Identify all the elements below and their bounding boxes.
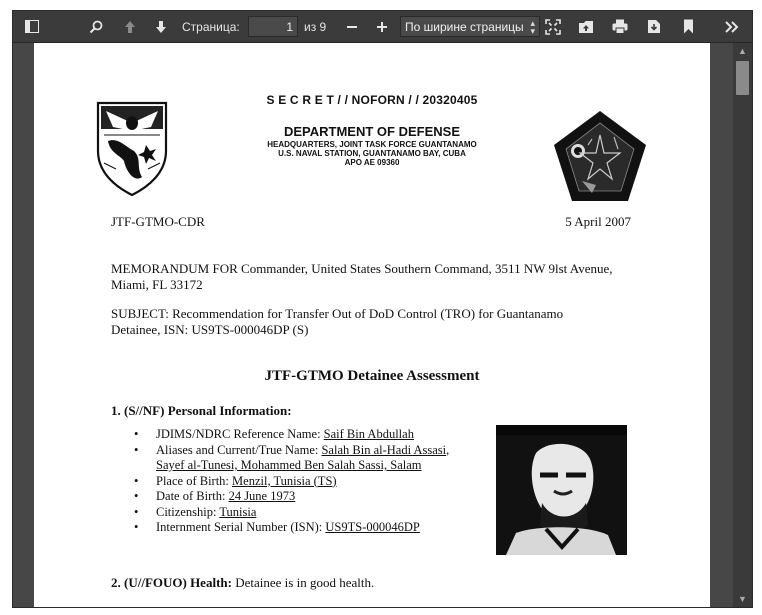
zoom-select-value: По ширине страницы bbox=[405, 19, 524, 34]
list-item bbox=[134, 474, 449, 490]
detainee-photo bbox=[496, 425, 627, 555]
personal-info-list bbox=[134, 427, 449, 536]
headquarters-line-1: HEADQUARTERS, JOINT TASK FORCE GUANTANAMO bbox=[267, 140, 477, 149]
next-page-arrow-icon[interactable] bbox=[150, 16, 172, 37]
download-icon[interactable] bbox=[643, 16, 665, 37]
item-label: Citizenship: bbox=[156, 504, 220, 519]
subject-line-2: Detainee, ISN: US9TS-000046DP (S) bbox=[111, 322, 309, 337]
chevron-updown-icon: ▴ ▾ bbox=[530, 18, 535, 36]
vertical-scrollbar[interactable] bbox=[733, 43, 752, 607]
list-item-continuation bbox=[134, 458, 449, 474]
list-item bbox=[134, 489, 449, 505]
pdf-page bbox=[34, 43, 710, 607]
document-reference: JTF-GTMO-CDR bbox=[111, 214, 205, 229]
item-value: Salah Bin al-Hadi Assasi, bbox=[321, 442, 450, 457]
item-value: 24 June 1973 bbox=[228, 489, 296, 503]
sidebar-toggle-icon[interactable] bbox=[21, 16, 43, 37]
page-total: из 9 bbox=[304, 19, 327, 34]
pdf-viewer-window bbox=[12, 10, 753, 608]
list-item bbox=[134, 427, 449, 443]
memo-line-2: Miami, FL 33172 bbox=[111, 277, 203, 292]
section-1-heading: 1. (S//NF) Personal Information: bbox=[111, 403, 292, 418]
assessment-heading: JTF-GTMO Detainee Assessment bbox=[264, 368, 480, 384]
item-value: Tunisia bbox=[219, 504, 257, 519]
item-label: JDIMS/NDRC Reference Name: bbox=[156, 427, 324, 441]
double-chevron-right-icon[interactable] bbox=[719, 16, 745, 37]
previous-page-arrow-icon[interactable] bbox=[119, 16, 141, 37]
item-value: Saif Bin Abdullah bbox=[323, 427, 414, 441]
headquarters-line-2: U.S. NAVAL STATION, GUANTANAMO BAY, CUBA bbox=[278, 149, 466, 158]
document-date: 5 April 2007 bbox=[565, 214, 631, 229]
toolbar bbox=[13, 11, 752, 43]
section-2-heading: 2. (U//FOUO) Health: bbox=[111, 575, 232, 590]
scroll-up-icon[interactable]: ▲ bbox=[738, 46, 747, 56]
subject-line-1: SUBJECT: Recommendation for Transfer Out of DoD Control (TRO) for Guantanamo bbox=[111, 306, 564, 321]
section-2-text: Detainee is in good health. bbox=[231, 575, 375, 590]
page-label: Страница: bbox=[182, 19, 240, 34]
item-label: Place of Birth: bbox=[156, 473, 233, 488]
zoom-out-icon[interactable] bbox=[343, 16, 361, 37]
print-icon[interactable] bbox=[609, 16, 631, 37]
classification-marking: S E C R E T / / NOFORN / / 20320405 bbox=[266, 93, 478, 107]
document-viewport[interactable] bbox=[13, 43, 733, 607]
item-value: US9TS-000046DP bbox=[325, 520, 420, 534]
presentation-mode-icon[interactable] bbox=[542, 16, 564, 37]
bookmark-icon[interactable] bbox=[677, 16, 699, 37]
page-number-input[interactable] bbox=[248, 16, 298, 37]
scrollbar-thumb[interactable] bbox=[736, 61, 749, 95]
open-file-icon[interactable] bbox=[575, 16, 597, 37]
item-label: Aliases and Current/True Name: bbox=[156, 442, 322, 457]
list-item bbox=[134, 520, 449, 536]
memo-line-1: MEMORANDUM FOR Commander, United States Southern Command, 3511 NW 9lst Avenue, bbox=[111, 261, 613, 276]
item-label: Internment Serial Number (ISN): bbox=[156, 520, 326, 534]
search-icon[interactable] bbox=[85, 16, 107, 37]
item-value: Menzil, Tunisia (TS) bbox=[232, 473, 337, 488]
zoom-in-icon[interactable] bbox=[373, 16, 391, 37]
headquarters-line-3: APO AE 09360 bbox=[344, 158, 400, 167]
scroll-down-icon[interactable]: ▼ bbox=[738, 594, 747, 604]
zoom-select[interactable] bbox=[400, 16, 540, 37]
list-item bbox=[134, 443, 449, 459]
item-label: Date of Birth: bbox=[156, 489, 229, 503]
item-value: Sayef al-Tunesi, Mohammed Ben Salah Sassi, Salam bbox=[156, 458, 422, 472]
section-2-line bbox=[111, 575, 374, 591]
list-item bbox=[134, 505, 449, 521]
department-title: DEPARTMENT OF DEFENSE bbox=[284, 124, 460, 139]
